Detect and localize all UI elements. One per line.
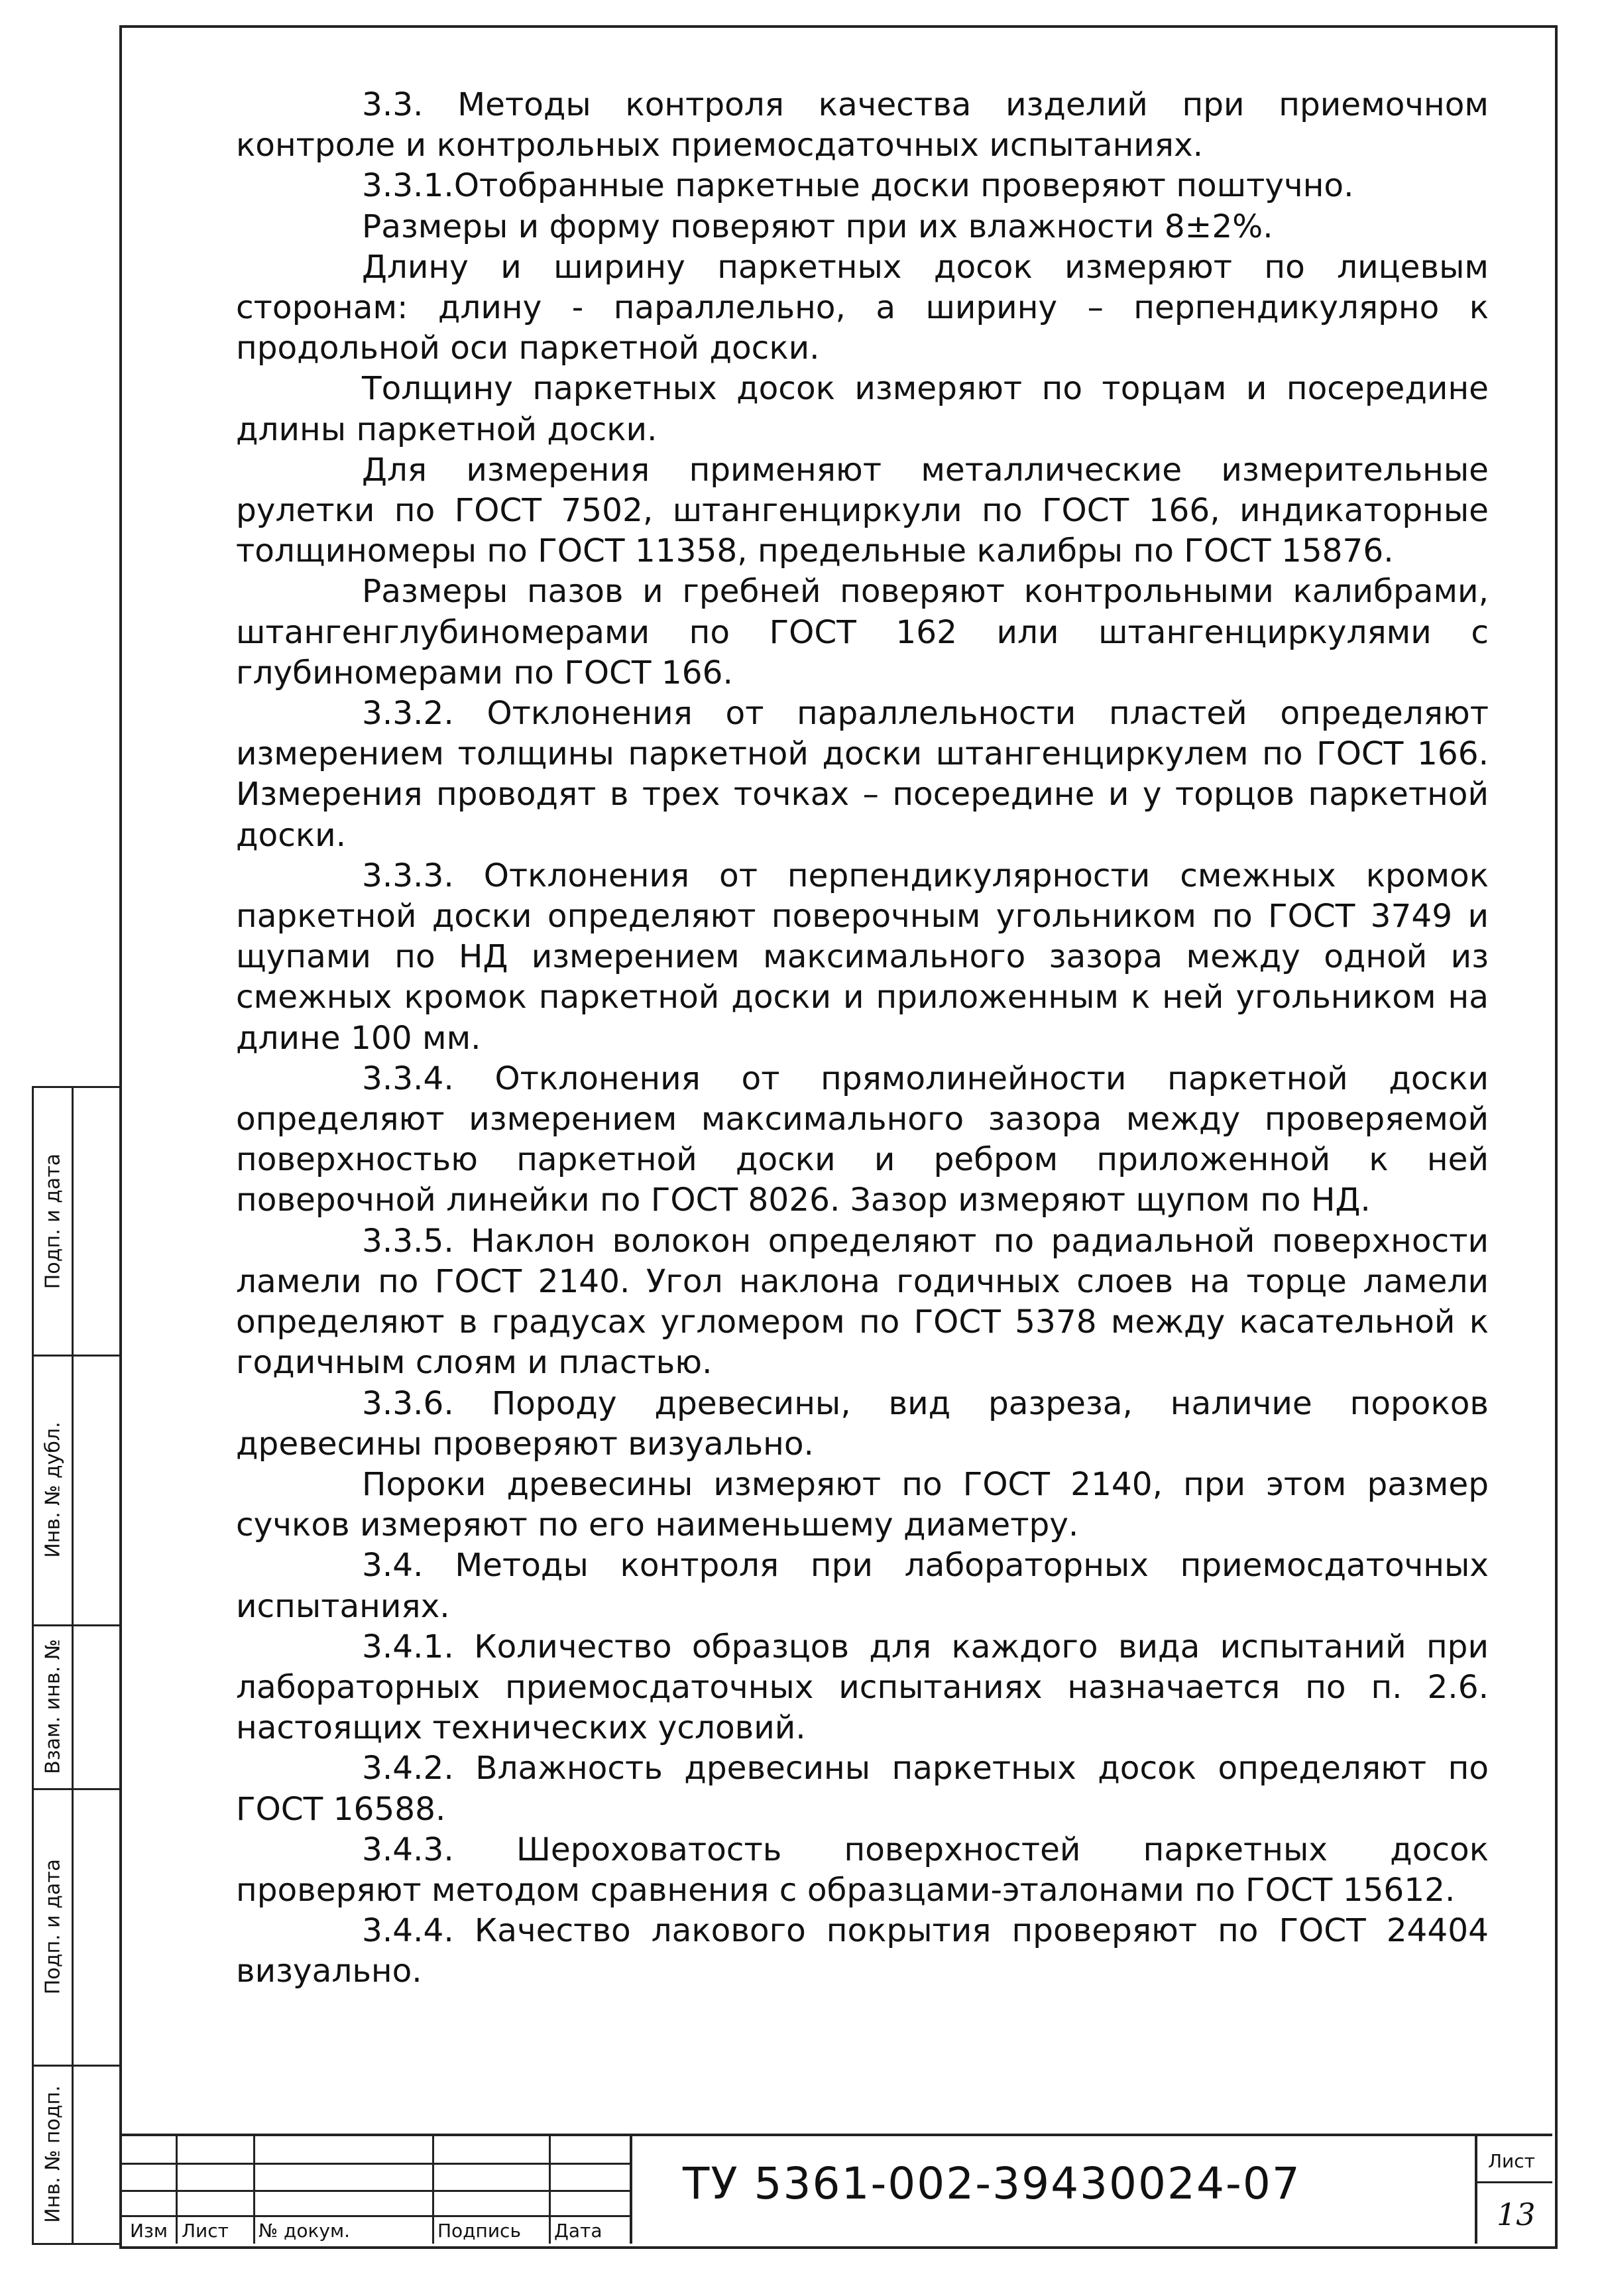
text-line: Длину и ширину паркетных досок измеряют по лицевым xyxy=(362,248,1489,286)
title-block-col-line-5 xyxy=(630,2134,632,2244)
side-cell-dup-inv xyxy=(32,1355,121,1626)
side-label-orig-inv: Инв. № подп. xyxy=(41,2085,64,2223)
title-block-row-line-1 xyxy=(119,2163,631,2165)
text-line: поверочной линейки по ГОСТ 8026. Зазор измеряют щупом по НД. xyxy=(236,1181,1371,1219)
title-block-col-line-1 xyxy=(176,2134,178,2244)
text-line: 3.3.6. Породу древесины, вид разреза, наличие пороков xyxy=(362,1384,1489,1422)
title-block-top-line xyxy=(119,2134,1552,2136)
side-label-replace-inv: Взам. инв. № xyxy=(41,1638,64,1774)
text-line: 3.3.2. Отклонения от параллельности пластей определяют xyxy=(362,695,1489,733)
text-line: рулетки по ГОСТ 7502, штангенциркули по ГОСТ 166, индикаторные xyxy=(236,492,1489,530)
text-line: продольной оси паркетной доски. xyxy=(236,330,820,367)
text-line: смежных кромок паркетной доски и приложенным к ней угольником на xyxy=(236,979,1489,1016)
text-line: 3.4. Методы контроля при лабораторных приемосдаточных xyxy=(362,1547,1489,1585)
text-line: 3.3.5. Наклон волокон определяют по радиальной поверхности xyxy=(362,1222,1489,1260)
title-block-row-line-2 xyxy=(119,2190,631,2192)
title-block-col-line-3 xyxy=(432,2134,434,2244)
col-change-label: Изм xyxy=(130,2220,168,2242)
title-block-col-line-2 xyxy=(253,2134,255,2244)
text-line: проверяют методом сравнения с образцами-эталонами по ГОСТ 15612. xyxy=(236,1871,1456,1909)
text-line: Измерения проводят в трех точках – посередине и у торцов паркетной xyxy=(236,776,1489,814)
text-line: 3.3.3. Отклонения от перпендикулярности смежных кромок xyxy=(362,857,1489,894)
text-line: 3.4.4. Качество лакового покрытия проверяют по ГОСТ 24404 xyxy=(362,1912,1489,1950)
text-line: штангенглубиномерами по ГОСТ 162 или штангенциркулями с xyxy=(236,613,1489,651)
sheet-box-mid-line xyxy=(1475,2181,1552,2183)
col-date-label: Дата xyxy=(554,2220,602,2242)
text-line: настоящих технических условий. xyxy=(236,1709,806,1747)
text-line: длине 100 мм. xyxy=(236,1019,481,1057)
text-line: измерением толщины паркетной доски штангенциркулем по ГОСТ 166. xyxy=(236,735,1489,773)
text-line: определяют измерением максимального зазора между проверяемой xyxy=(236,1101,1489,1138)
text-line: длины паркетной доски. xyxy=(236,410,658,448)
text-line: сучков измеряют по его наименьшему диаметру. xyxy=(236,1506,1079,1544)
text-line: паркетной доски определяют поверочным угольником по ГОСТ 3749 и xyxy=(236,898,1489,936)
text-line: поверхностью паркетной доски и ребром приложенной к ней xyxy=(236,1141,1489,1179)
title-block-row-line-3 xyxy=(119,2215,631,2217)
text-line: лабораторных приемосдаточных испытаниях назначается по п. 2.6. xyxy=(236,1668,1489,1706)
text-line: 3.3.1.Отобранные паркетные доски проверяют поштучно. xyxy=(362,167,1354,205)
text-line: испытаниях. xyxy=(236,1587,450,1625)
sheet-box-left-line xyxy=(1475,2134,1477,2244)
sheet-label: Лист xyxy=(1488,2150,1535,2172)
side-label-sign-date-2: Подп. и дата xyxy=(41,1858,64,1994)
text-line: доски. xyxy=(236,816,347,854)
sheet-number: 13 xyxy=(1497,2197,1536,2232)
text-line: 3.3.4. Отклонения от прямолинейности паркетной доски xyxy=(362,1059,1489,1097)
text-line: Пороки древесины измеряют по ГОСТ 2140, при этом размер xyxy=(362,1465,1489,1503)
text-line: визуально. xyxy=(236,1953,422,1990)
text-line: ламели по ГОСТ 2140. Угол наклона годичных слоев на торце ламели xyxy=(236,1262,1489,1300)
document-code: ТУ 5361-002-39430024-07 xyxy=(683,2158,1301,2209)
text-line: Размеры и форму поверяют при их влажности 8±2%. xyxy=(362,208,1273,245)
text-line: щупами по НД измерением максимального зазора между одной из xyxy=(236,938,1489,976)
col-sheet-label: Лист xyxy=(182,2220,229,2242)
text-line: 3.3. Методы контроля качества изделий при приемочном xyxy=(362,86,1489,123)
text-line: 3.4.1. Количество образцов для каждого вида испытаний при xyxy=(362,1628,1489,1665)
text-line: контроле и контрольных приемосдаточных испытаниях. xyxy=(236,127,1204,164)
text-line: Размеры пазов и гребней поверяют контрольными калибрами, xyxy=(362,573,1489,611)
col-sign-label: Подпись xyxy=(437,2220,521,2242)
side-cell-sign-date-2 xyxy=(32,1788,121,2067)
text-line: древесины проверяют визуально. xyxy=(236,1425,814,1463)
text-line: глубиномерами по ГОСТ 166. xyxy=(236,654,733,692)
text-line: ГОСТ 16588. xyxy=(236,1790,446,1828)
text-line: толщиномеры по ГОСТ 11358, предельные калибры по ГОСТ 15876. xyxy=(236,532,1394,570)
text-line: годичным слоям и пластью. xyxy=(236,1344,713,1382)
text-line: сторонам: длину - параллельно, а ширину – перпендикулярно к xyxy=(236,289,1489,327)
side-label-dup-inv: Инв. № дубл. xyxy=(41,1421,64,1558)
text-line: 3.4.2. Влажность древесины паркетных досок определяют по xyxy=(362,1750,1489,1787)
side-cell-replace-inv xyxy=(32,1624,121,1790)
text-line: 3.4.3. Шероховатость поверхностей паркетных досок xyxy=(362,1831,1489,1868)
side-label-sign-date-1: Подп. и дата xyxy=(41,1153,64,1290)
text-line: Толщину паркетных досок измеряют по торцам и посередине xyxy=(362,370,1489,408)
document-body xyxy=(236,85,1489,1992)
col-doc-label: № докум. xyxy=(258,2220,351,2242)
side-cell-sign-date-1 xyxy=(32,1086,121,1357)
title-block-col-line-4 xyxy=(549,2134,551,2244)
text-line: Для измерения применяют металлические измерительные xyxy=(362,451,1489,489)
side-cell-orig-inv xyxy=(32,2065,121,2245)
text-line: определяют в градусах угломером по ГОСТ 5378 между касательной к xyxy=(236,1303,1489,1341)
